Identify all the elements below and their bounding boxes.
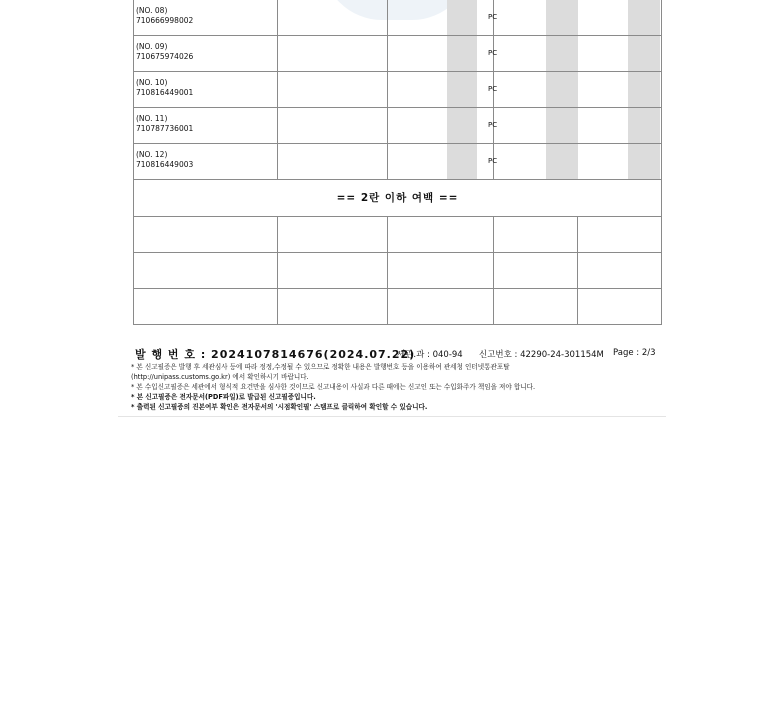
value-cell [578,72,662,108]
empty-cell [278,217,388,253]
empty-cell [578,253,662,289]
item-code: 710675974026 [136,52,194,61]
declaration-items-table [133,0,662,325]
redaction-block [628,0,660,35]
empty-cell [578,289,662,325]
item-number: (NO. 10) [136,78,168,87]
item-number-cell [134,72,278,108]
item-code: 710666998002 [136,16,194,25]
unit-label: PC [488,121,498,129]
redaction-block [546,108,578,143]
table-row [134,0,662,36]
redaction-block [628,108,660,143]
page-indicator: Page : 2/3 [613,348,656,358]
table-row [134,144,662,180]
item-code: 710816449003 [136,160,194,169]
table-row [134,253,662,289]
divider [118,416,666,417]
empty-cell [278,253,388,289]
empty-cell [278,0,388,36]
redaction-block [546,144,578,179]
customs-office: 세관.과 : 040-94 [397,350,463,360]
item-number: (NO. 08) [136,6,168,15]
declaration-number: 신고번호 : 42290-24-301154M [479,350,604,360]
value-cell [578,0,662,36]
empty-cell [388,108,494,144]
unit-label: PC [488,13,498,21]
empty-cell [388,36,494,72]
empty-cell [134,217,278,253]
notice-line: * 출력된 신고필증의 진본여부 확인은 전자문서의 '시점확인필' 스탬프로 클릭하여 확인할 수 있습니다. [131,403,428,411]
redaction-block [447,0,477,35]
empty-cell [494,253,578,289]
table-row [134,72,662,108]
notice-line: * 본 수입신고필증은 세관에서 형식적 요건만을 심사한 것이므로 신고내용이 사실과 다른 때에는 신고인 또는 수입화주가 책임을 져야 합니다. [131,383,536,391]
empty-cell [494,289,578,325]
empty-cell [494,217,578,253]
empty-cell [388,144,494,180]
empty-cell [134,289,278,325]
item-code: 710816449001 [136,88,194,97]
empty-cell [388,253,494,289]
value-cell [578,36,662,72]
item-number: (NO. 09) [136,42,168,51]
redaction-block [447,144,477,179]
unit-label: PC [488,49,498,57]
item-number: (NO. 11) [136,114,168,123]
redaction-block [628,144,660,179]
redaction-block [447,36,477,71]
item-number-cell [134,36,278,72]
redaction-block [447,72,477,107]
item-number: (NO. 12) [136,150,168,159]
document-footer [133,346,663,360]
issue-number: 발 행 번 호 : 2024107814676(2024.07.22) [135,348,416,361]
notice-line: (http://unipass.customs.go.kr) 에서 확인하시기 바랍니다. [131,373,309,381]
empty-cell [278,72,388,108]
blank-note-row [134,180,662,217]
table-row [134,108,662,144]
empty-cell [578,217,662,253]
redaction-block [546,36,578,71]
unit-label: PC [488,85,498,93]
empty-cell [278,144,388,180]
empty-cell [278,289,388,325]
empty-cell [278,108,388,144]
unit-label: PC [488,157,498,165]
table-row [134,217,662,253]
redaction-block [546,72,578,107]
empty-cell [134,253,278,289]
item-number-cell [134,108,278,144]
empty-cell [278,36,388,72]
table-row [134,36,662,72]
empty-cell [388,0,494,36]
table-row [134,289,662,325]
value-cell [578,108,662,144]
empty-cell [388,72,494,108]
item-code: 710787736001 [136,124,194,133]
notice-text [131,362,671,412]
notice-line: * 본 신고필증은 전자문서(PDF파일)로 발급된 신고필증입니다. [131,393,316,401]
redaction-block [546,0,578,35]
value-cell [578,144,662,180]
notice-line: * 본 신고필증은 발행 후 세관심사 등에 따라 정정,수정될 수 있으므로 정확한 내용은 발행번호 등을 이용하여 관세청 인터넷통관포탈 [131,363,510,371]
redaction-block [447,108,477,143]
blank-note: == 2란 이하 여백 == [134,180,662,217]
empty-cell [388,289,494,325]
item-number-cell [134,0,278,36]
item-number-cell [134,144,278,180]
redaction-block [628,72,660,107]
empty-cell [388,217,494,253]
redaction-block [628,36,660,71]
